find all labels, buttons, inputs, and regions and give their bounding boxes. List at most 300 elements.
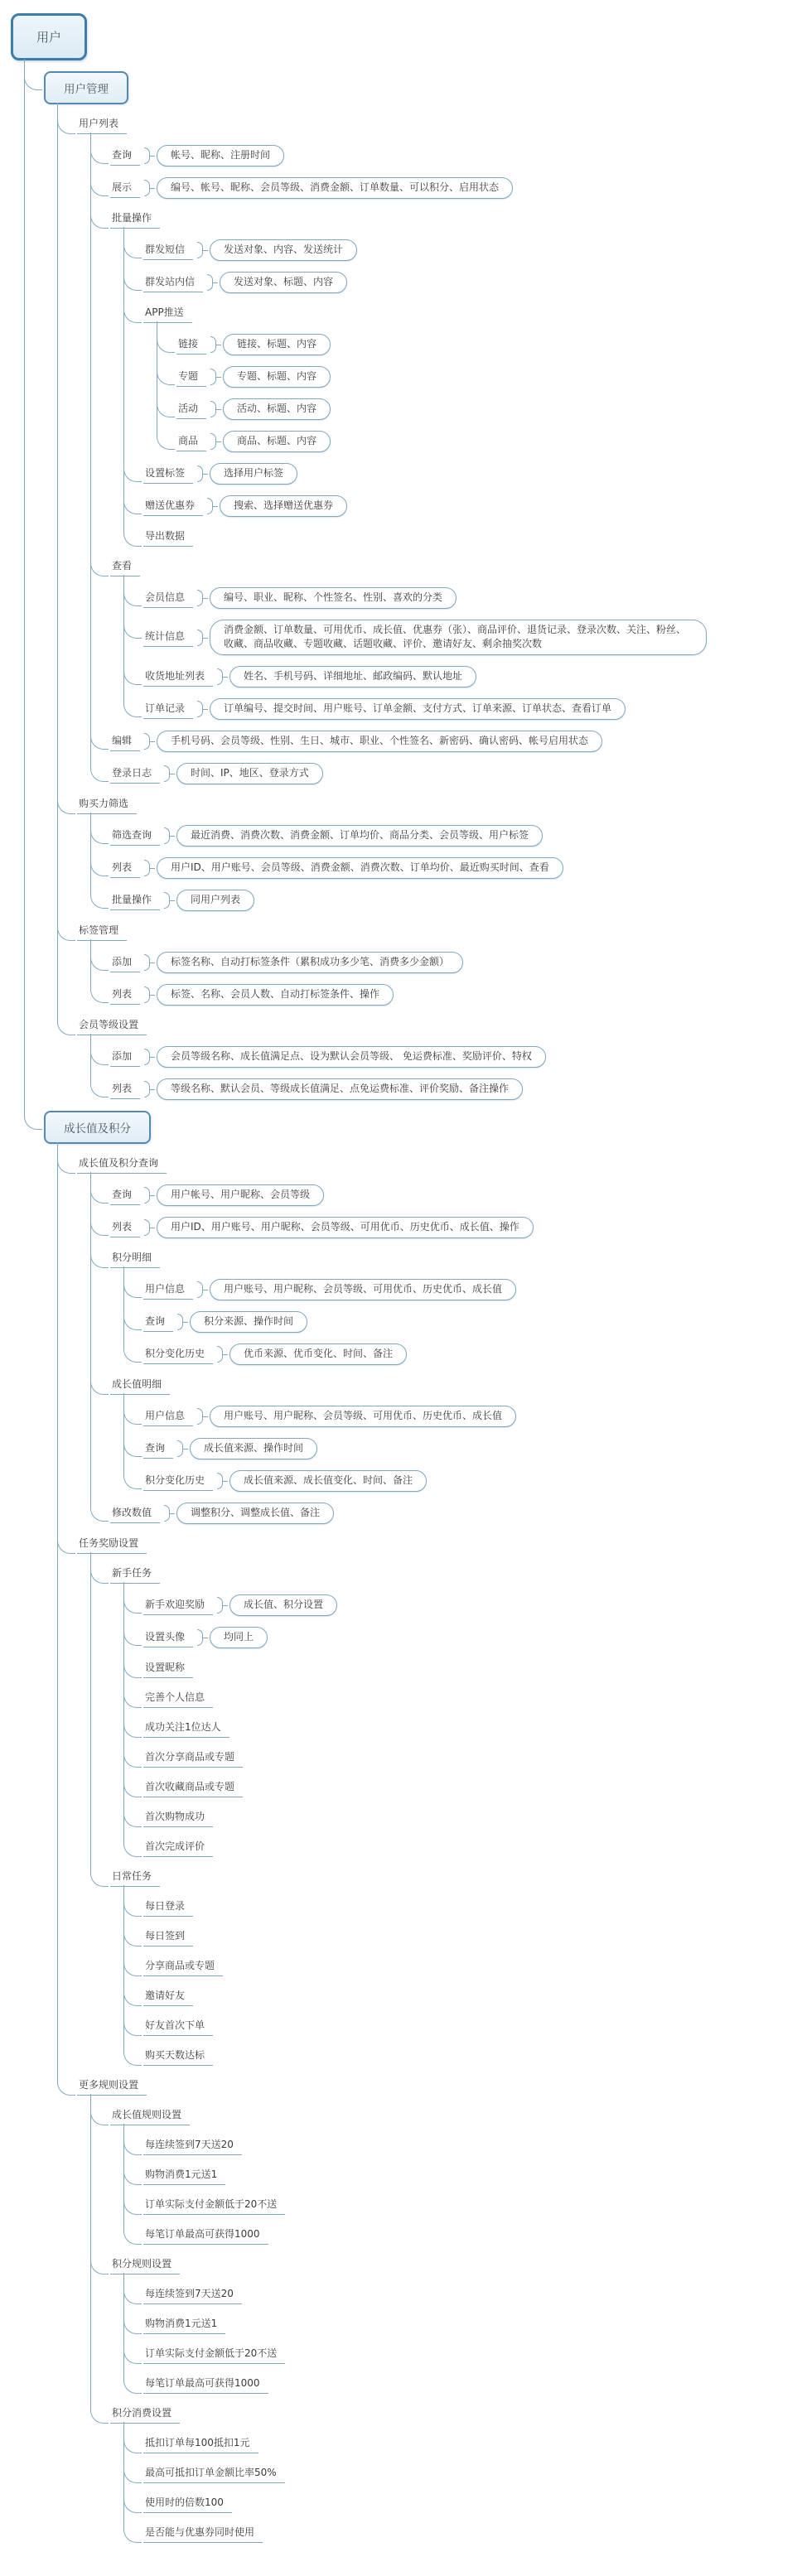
mindmap-children-group [123,2285,802,2394]
mindmap-row [77,795,802,814]
mindmap-row [110,2255,802,2275]
mindmap-branch [57,795,802,911]
mindmap-node-label[interactable]: 首次购物成功 [143,1808,213,1827]
mindmap-node-label[interactable]: 活动 [176,400,206,419]
mindmap-row [143,304,802,323]
mindmap-branch [57,115,802,784]
mindmap-branch [90,145,802,166]
mindmap-row [143,1406,802,1427]
brace-connector-icon [177,1314,183,1330]
brace-connector-icon [144,1187,150,1204]
mindmap-branch [123,495,802,517]
mindmap-node-label[interactable]: 群发站内信 [143,273,203,292]
mindmap-node-label[interactable]: 购物消费1元送1 [143,2166,225,2185]
mindmap-row [143,528,802,547]
mindmap-row [110,763,802,784]
mindmap-branch [90,984,802,1006]
mindmap-node-detail[interactable]: 编号、帐号、昵称、会员等级、消费金额、订单数量、可以积分、启用状态 [157,177,513,199]
mindmap-node-label[interactable]: 使用时的倍数100 [143,2494,232,2513]
mindmap-node-label[interactable]: 用户列表 [77,115,127,134]
mindmap-row [77,1155,802,1174]
mindmap-branch [90,731,802,752]
mindmap-branch [123,1406,802,1427]
mindmap-node-detail[interactable]: 成长值来源、操作时间 [190,1438,317,1459]
mindmap-node-label[interactable]: 积分变化历史 [143,1345,213,1364]
mindmap-row [176,366,802,388]
mindmap-node-label[interactable]: 会员信息 [143,589,193,608]
mindmap-row [143,495,802,517]
mindmap-node-label[interactable]: 最高可抵扣订单金额比率50% [143,2464,285,2483]
mindmap-node-label[interactable]: 商品 [176,432,206,451]
brace-connector-icon [197,1629,203,1646]
brace-connector-icon [144,1049,150,1065]
mindmap-children-group [123,1898,802,2066]
mindmap-row [110,1184,802,1206]
brace-connector-icon [217,1597,223,1614]
mindmap-row [143,1311,802,1333]
mindmap-node-label[interactable]: 购物消费1元送1 [143,2315,225,2334]
mindmap-row [143,1838,802,1857]
brace-connector-icon [217,1346,223,1363]
mindmap-branch [90,1868,802,2066]
mindmap-branch [90,890,802,911]
mindmap-row [110,1376,802,1395]
mindmap-node-detail[interactable]: 用户ID、用户账号、用户昵称、会员等级、可用优币、历史优币、成长值、操作 [157,1217,534,1238]
brace-connector-icon [210,433,216,450]
mindmap-node-detail[interactable]: 专题、标题、内容 [223,366,331,388]
mindmap-node-label[interactable]: 成长值规则设置 [110,2106,190,2125]
mindmap-node-label[interactable]: 收货地址列表 [143,668,213,687]
mindmap-row [143,239,802,261]
mindmap-node-label[interactable]: 每日签到 [143,1927,193,1946]
mindmap-node-detail[interactable]: 发送对象、内容、发送统计 [210,239,357,261]
brace-connector-icon [164,892,170,909]
mindmap-branch [123,1594,802,1616]
mindmap-node-label[interactable]: 赠送优惠券 [143,497,203,516]
mindmap-branch [123,620,802,655]
brace-connector-icon [164,827,170,844]
mindmap-node-label[interactable]: 批量操作 [110,210,160,229]
mindmap-row [143,1689,802,1708]
mindmap-branch [123,1957,802,1976]
mindmap-row [143,2494,802,2513]
mindmap-node-detail[interactable]: 链接、标题、内容 [223,334,331,355]
mindmap-row [110,857,802,879]
mindmap-node-detail[interactable]: 成长值、积分设置 [229,1594,337,1616]
mindmap-node-label[interactable]: 邀请好友 [143,1987,193,2006]
brace-connector-icon [197,1408,203,1425]
mindmap-children-group [123,1594,802,1857]
mindmap-branch [123,304,802,452]
mindmap-branch [123,666,802,687]
mindmap-node-detail[interactable]: 会员等级名称、成长值满足点、设为默认会员等级、 免运费标准、奖励评价、特权 [157,1046,546,1068]
brace-connector-icon [207,498,213,514]
mindmap-row [143,272,802,293]
mindmap-node-detail[interactable]: 成长值来源、成长值变化、时间、备注 [229,1470,427,1492]
mindmap-row [143,1659,802,1678]
mindmap-branch [90,2106,802,2245]
mindmap-children-group [123,2136,802,2245]
mindmap-branch [90,952,802,973]
mindmap-node-label[interactable]: 积分消费设置 [110,2405,180,2424]
mindmap-row [143,587,802,609]
mindmap-node-label[interactable]: 导出数据 [143,528,193,547]
mindmap-branch [123,2524,802,2543]
mindmap-branch [123,1749,802,1768]
mindmap-branch [24,71,802,1100]
mindmap-row [143,2285,802,2304]
mindmap-node-detail[interactable]: 商品、标题、内容 [223,431,331,452]
mindmap-node-label[interactable]: 查询 [143,1440,173,1459]
mindmap-node-label[interactable]: 登录日志 [110,765,160,784]
mindmap-branch [123,1438,802,1459]
brace-connector-icon [144,1219,150,1236]
mindmap-children-group [57,115,802,1100]
mindmap-row [143,2047,802,2066]
mindmap-branch [90,825,802,847]
brace-connector-icon [217,668,223,685]
mindmap-row [143,2196,802,2215]
mindmap-node-label[interactable]: 每日登录 [143,1898,193,1917]
brace-connector-icon [197,242,203,258]
brace-connector-icon [144,147,150,164]
mindmap-row [77,1535,802,1554]
mindmap-node-label[interactable]: 分享商品或专题 [143,1957,223,1976]
mindmap-node-label[interactable]: 添加 [110,1048,140,1067]
mindmap-branch [90,1503,802,1524]
mindmap-node-detail[interactable]: 发送对象、标题、内容 [220,272,347,293]
mindmap-node-detail[interactable]: 最近消费、消费次数、消费金额、订单均价、商品分类、会员等级、用户标签 [176,825,543,847]
mindmap-branch [57,922,802,1006]
mindmap-branch [123,2017,802,2036]
mindmap-children-group [123,1279,802,1365]
mindmap-node-label[interactable]: 标签管理 [77,922,127,941]
mindmap-row [143,1343,802,1365]
mindmap-node-detail[interactable]: 用户ID、用户账号、会员等级、消费金额、消费次数、订单均价、最近购买时间、查看 [157,857,563,879]
mindmap-node-label[interactable]: 成功关注1位达人 [143,1719,229,1738]
mindmap-branch [90,177,802,199]
mindmap-node-label[interactable]: 抵扣订单每100抵扣1元 [143,2434,258,2453]
mindmap-node-detail[interactable]: 消费金额、订单数量、可用优币、成长值、优惠券（张）、商品评价、退货记录、登录次数、关注、粉丝、收藏、商品收藏、专题收藏、话题收藏、评价、邀请好友、剩余抽奖次数 [210,620,707,655]
mindmap-node-detail[interactable]: 姓名、手机号码、详细地址、邮政编码、默认地址 [229,666,476,687]
mindmap-branch [90,1249,802,1365]
mindmap-children-group [90,952,802,1006]
mindmap-node-label[interactable]: 订单记录 [143,700,193,719]
brace-connector-icon [177,1440,183,1457]
brace-connector-icon [144,987,150,1003]
mindmap-node-label[interactable]: 成长值明细 [110,1376,170,1395]
mindmap-row [143,1898,802,1917]
mindmap-node-label[interactable]: 修改数值 [110,1504,160,1523]
mindmap-branch [57,1016,802,1100]
mindmap-branch [157,366,802,388]
mindmap-row [176,431,802,452]
mindmap-row [44,71,802,104]
mindmap-node-label[interactable]: 展示 [110,179,140,198]
mindmap-node-label[interactable]: 首次完成评价 [143,1838,213,1857]
mindmap-node-label[interactable]: 每连续签到7天送20 [143,2285,242,2304]
mindmap-branch [90,1217,802,1238]
mindmap-row [143,2524,802,2543]
mindmap-branch [123,1927,802,1946]
mindmap-node-detail[interactable]: 活动、标题、内容 [223,398,331,420]
mindmap-children-group [90,825,802,911]
mindmap-branch [123,2345,802,2364]
mindmap-branch [57,2077,802,2543]
mindmap-node-label[interactable]: 链接 [176,335,206,355]
mindmap-row [143,2434,802,2453]
mindmap-node-label[interactable]: 查询 [110,1186,140,1205]
mindmap-row [143,463,802,485]
brace-connector-icon [144,180,150,196]
mindmap-node-label[interactable]: 新手任务 [110,1565,160,1584]
mindmap-row [143,2315,802,2334]
mindmap-row [143,1749,802,1768]
mindmap-row [110,2405,802,2424]
mindmap-node-detail[interactable]: 用户账号、用户昵称、会员等级、可用优币、历史优币、成长值 [210,1406,516,1427]
mindmap-node-label[interactable]: APP推送 [143,304,192,323]
mindmap-node-label[interactable]: 查询 [143,1313,173,1332]
mindmap-node-label[interactable]: 任务奖励设置 [77,1535,147,1554]
brace-connector-icon [164,765,170,782]
brace-connector-icon [144,1081,150,1097]
mindmap-row [110,1078,802,1100]
mindmap-row [110,1217,802,1238]
mindmap-children-group [57,1155,802,2543]
mindmap-row [110,984,802,1006]
mindmap-node-label[interactable]: 专题 [176,368,206,387]
mindmap-node-detail[interactable]: 用户帐号、用户昵称、会员等级 [157,1184,324,1206]
mindmap-node-label[interactable]: 查询 [110,147,140,166]
mindmap-node-detail[interactable]: 时间、IP、地区、登录方式 [176,763,323,784]
mindmap-branch [123,1778,802,1797]
mindmap-node-label[interactable]: 订单实际支付金额低于20不送 [143,2345,285,2364]
mindmap-branch [90,2405,802,2543]
mindmap-children-group [123,587,802,720]
mindmap-node-detail[interactable]: 同用户列表 [176,890,254,911]
mindmap-row [110,731,802,752]
mindmap-row [143,2226,802,2245]
mindmap-row [77,2077,802,2096]
brace-connector-icon [210,336,216,353]
mindmap-row [143,1470,802,1492]
mindmap-row [44,1111,802,1144]
mindmap-branch [123,1808,802,1827]
mindmap-node-label[interactable]: 积分变化历史 [143,1472,213,1491]
mindmap-row [143,620,802,655]
mindmap-branch [123,1311,802,1333]
mindmap-children-group [90,145,802,784]
mindmap-node-detail[interactable]: 帐号、昵称、注册时间 [157,145,284,166]
mindmap-branch [123,1689,802,1708]
mindmap-node-label[interactable]: 列表 [110,986,140,1005]
mindmap-node-label[interactable]: 好友首次下单 [143,2017,213,2036]
mindmap-row [77,922,802,941]
mindmap-branch [123,2285,802,2304]
mindmap-canvas [11,13,802,2543]
mindmap-branch [123,2464,802,2483]
mindmap-node-label[interactable]: 日常任务 [110,1868,160,1887]
mindmap-row [110,1868,802,1887]
mindmap-node-label[interactable]: 筛选查询 [110,827,160,846]
mindmap-branch [123,2166,802,2185]
mindmap-branch [123,2196,802,2215]
mindmap-branch [123,463,802,485]
mindmap-node-label[interactable]: 设置昵称 [143,1659,193,1678]
mindmap-branch [123,1659,802,1678]
mindmap-children-group [90,2106,802,2543]
mindmap-node-label[interactable]: 设置标签 [143,465,193,484]
mindmap-node-label[interactable]: 是否能与优惠券同时使用 [143,2524,263,2543]
brace-connector-icon [144,733,150,750]
mindmap-children-group [90,1565,802,2066]
mindmap-children-group [90,1184,802,1524]
mindmap-node-label[interactable]: 批量操作 [110,891,160,910]
mindmap-node-label[interactable]: 添加 [110,953,140,972]
mindmap-node-label[interactable]: 列表 [110,859,140,878]
mindmap-row [143,2464,802,2483]
mindmap-node-label[interactable]: 新手欢迎奖励 [143,1596,213,1615]
brace-connector-icon [164,1505,170,1522]
mindmap-branch [123,528,802,547]
mindmap-node-label[interactable]: 更多规则设置 [77,2077,147,2096]
mindmap-row [110,825,802,847]
mindmap-branch [157,431,802,452]
mindmap-node-detail[interactable]: 标签名称、自动打标签条件（累积成功多少笔、消费多少金额） [157,952,463,973]
brace-connector-icon [197,701,203,717]
mindmap-branch [123,1898,802,1917]
mindmap-node-label[interactable]: 列表 [110,1218,140,1237]
mindmap-branch [123,2494,802,2513]
mindmap-children-group [123,1406,802,1492]
mindmap-node-label[interactable]: 用户 [11,13,87,60]
mindmap-node-detail[interactable]: 均同上 [210,1627,268,1648]
mindmap-node-label[interactable]: 用户管理 [44,71,128,104]
mindmap-node-label[interactable]: 每连续签到7天送20 [143,2136,242,2155]
mindmap-row [143,2345,802,2364]
mindmap-node-label[interactable]: 积分明细 [110,1249,160,1268]
mindmap-row [143,2166,802,2185]
mindmap-node-detail[interactable]: 调整积分、调整成长值、备注 [176,1503,334,1524]
mindmap-node-label[interactable]: 群发短信 [143,241,193,260]
mindmap-node-detail[interactable]: 优币来源、优币变化、时间、备注 [229,1343,407,1365]
mindmap-branch [90,1565,802,1857]
mindmap-branch [123,698,802,720]
mindmap-node-label[interactable]: 订单实际支付金额低于20不送 [143,2196,285,2215]
mindmap-branch [11,13,802,2543]
mindmap-node-label[interactable]: 每笔订单最高可获得1000 [143,2375,268,2394]
mindmap-children-group [90,1046,802,1100]
mindmap-branch [90,557,802,720]
mindmap-row [176,334,802,355]
mindmap-node-detail[interactable]: 手机号码、会员等级、性别、生日、城市、职业、个性签名、新密码、确认密码、帐号启用状态 [157,731,602,752]
brace-connector-icon [197,1281,203,1298]
mindmap-node-detail[interactable]: 积分来源、操作时间 [190,1311,307,1333]
mindmap-children-group [24,71,802,2543]
brace-connector-icon [210,401,216,417]
mindmap-branch [123,2136,802,2155]
mindmap-node-label[interactable]: 首次收藏商品或专题 [143,1778,243,1797]
mindmap-branch [123,2315,802,2334]
mindmap-branch [123,1987,802,2006]
mindmap-row [110,145,802,166]
mindmap-node-label[interactable]: 首次分享商品或专题 [143,1749,243,1768]
mindmap-branch [123,1343,802,1365]
brace-connector-icon [210,369,216,385]
mindmap-row [143,1719,802,1738]
brace-connector-icon [197,466,203,482]
brace-connector-icon [197,630,203,646]
mindmap-row [110,1503,802,1524]
mindmap-node-label[interactable]: 会员等级设置 [77,1016,147,1035]
brace-connector-icon [144,860,150,876]
mindmap-node-detail[interactable]: 订单编号、提交时间、用户账号、订单金额、支付方式、订单来源、订单状态、查看订单 [210,698,626,720]
mindmap-branch [90,1184,802,1206]
mindmap-row [143,1627,802,1648]
mindmap-node-label[interactable]: 积分规则设置 [110,2255,180,2275]
brace-connector-icon [217,1473,223,1489]
mindmap-node-label[interactable]: 购买天数达标 [143,2047,213,2066]
mindmap-node-label[interactable]: 每笔订单最高可获得1000 [143,2226,268,2245]
mindmap-node-label[interactable]: 购买力筛选 [77,795,137,814]
mindmap-children-group [123,239,802,547]
mindmap-node-detail[interactable]: 编号、职业、昵称、个性签名、性别、喜欢的分类 [210,587,457,609]
mindmap-branch [90,763,802,784]
mindmap-node-detail[interactable]: 选择用户标签 [210,463,297,485]
mindmap-row [77,1016,802,1035]
mindmap-branch [90,2255,802,2394]
mindmap-row [143,2017,802,2036]
mindmap-node-detail[interactable]: 等级名称、默认会员、等级成长值满足、点免运费标准、评价奖励、备注操作 [157,1078,523,1100]
mindmap-node-label[interactable]: 统计信息 [143,628,193,647]
mindmap-node-label[interactable]: 列表 [110,1080,140,1099]
mindmap-branch [123,2226,802,2245]
mindmap-branch [57,1535,802,2066]
mindmap-node-label[interactable]: 编辑 [110,732,140,751]
mindmap-node-label[interactable]: 查看 [110,557,140,576]
mindmap-branch [90,210,802,547]
mindmap-row [143,1808,802,1827]
mindmap-node-detail[interactable]: 用户账号、用户昵称、会员等级、可用优币、历史优币、成长值 [210,1279,516,1300]
mindmap-row [110,1046,802,1068]
mindmap-branch [123,2375,802,2394]
mindmap-node-label[interactable]: 设置头像 [143,1628,193,1647]
mindmap-branch [90,1376,802,1492]
mindmap-node-label[interactable]: 完善个人信息 [143,1689,213,1708]
mindmap-branch [57,1155,802,1524]
mindmap-row [143,2136,802,2155]
mindmap-row [110,1565,802,1584]
mindmap-row [110,952,802,973]
mindmap-node-label[interactable]: 用户信息 [143,1407,193,1426]
mindmap-node-label[interactable]: 成长值及积分 [44,1111,151,1144]
mindmap-row [143,1957,802,1976]
mindmap-row [143,2375,802,2394]
mindmap-row [11,13,802,60]
mindmap-node-detail[interactable]: 标签、名称、会员人数、自动打标签条件、操作 [157,984,394,1006]
mindmap-children-group [123,2434,802,2543]
mindmap-branch [90,1078,802,1100]
mindmap-node-detail[interactable]: 搜索、选择赠送优惠券 [220,495,347,517]
mindmap-row [110,210,802,229]
mindmap-node-label[interactable]: 成长值及积分查询 [77,1155,167,1174]
mindmap-row [110,890,802,911]
mindmap-branch [123,2434,802,2453]
brace-connector-icon [197,590,203,606]
mindmap-row [143,666,802,687]
mindmap-branch [123,2047,802,2066]
mindmap-node-label[interactable]: 用户信息 [143,1281,193,1300]
